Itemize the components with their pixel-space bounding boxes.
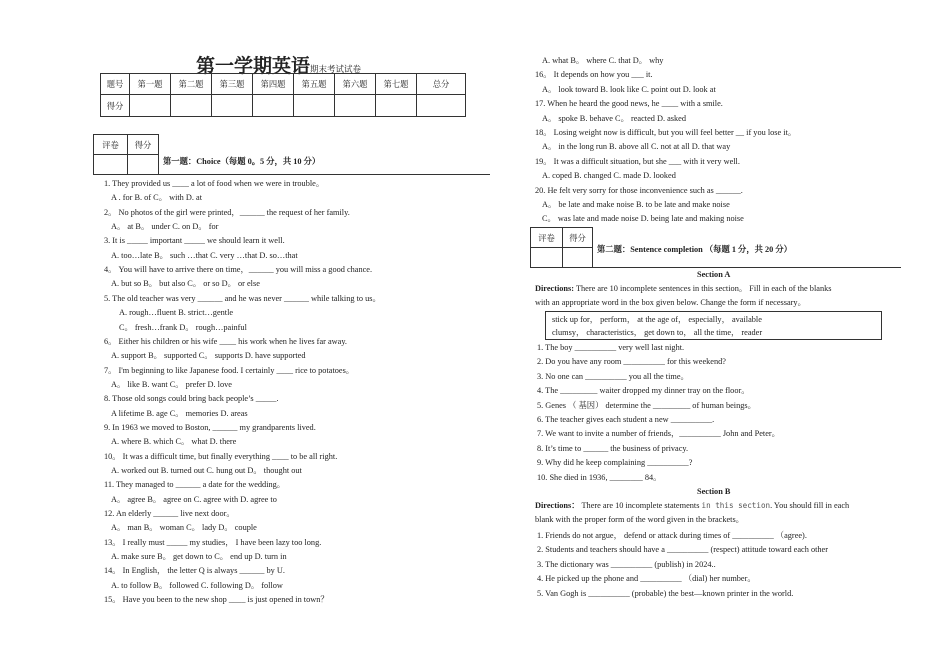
question-line: 18。 Losing weight now is difficult, but you will feel better __ if you lose it。 xyxy=(535,128,797,137)
question-line: 2. Students and teachers should have a __________ (respect) attitude toward each other xyxy=(537,545,828,555)
question-line: A lifetime B. age C。 memories D. areas xyxy=(111,408,248,418)
score-input-cell[interactable] xyxy=(294,95,335,117)
score-input-cell[interactable] xyxy=(253,95,294,117)
score-input-cell[interactable] xyxy=(130,95,171,117)
question-line: 1. They provided us ____ a lot of food when we were in trouble。 xyxy=(104,179,325,188)
question-line: A。 agree B。 agree on C. agree with D. agree to xyxy=(111,494,277,504)
score-input-cell[interactable] xyxy=(417,95,466,117)
score-header-cell: 题号 xyxy=(101,74,130,95)
score-input-cell[interactable] xyxy=(376,95,417,117)
directions-label: Directions： xyxy=(535,501,580,510)
question-line: C。 was late and made noise D. being late and making noise xyxy=(542,214,744,224)
question-line: 8. It’s time to ______ the business of privacy. xyxy=(537,443,689,453)
question-line: A。 man B。 woman C。 lady D。 couple xyxy=(111,523,257,533)
question-line: 4. The _________ waiter dropped my dinner tray on the floor。 xyxy=(537,386,750,396)
score-input-cell[interactable] xyxy=(335,95,376,117)
score-input-cell[interactable] xyxy=(171,95,212,117)
title-main: 第一学期英语 xyxy=(196,56,311,77)
directions-text: There are 10 incomplete statements xyxy=(579,501,702,510)
score-header-cell: 第三题 xyxy=(212,74,253,95)
question-line: 3. No one can __________ you all the time。 xyxy=(537,371,689,381)
question-line: A. make sure B。 get down to C。 end up D. turn in xyxy=(111,552,287,562)
directions-text: There are 10 incomplete sentences in this section。 Fill in each of the blanks xyxy=(574,284,832,293)
question-line: 7. We want to invite a number of friends，__________ John and Peter。 xyxy=(537,429,780,439)
score-input-cell[interactable] xyxy=(212,95,253,117)
grader-box-left xyxy=(93,134,159,175)
word-box-line: stick up for， perform， at the age of， especially， available xyxy=(552,315,762,324)
directions-text: with an appropriate word in the box given below. Change the form if necessary。 xyxy=(535,298,806,307)
score-header-cell: 第五题 xyxy=(294,74,335,95)
question-line: A. support B。 supported C。 supports D. have supported xyxy=(111,351,306,361)
question-line: 9. Why did he keep complaining __________? xyxy=(537,458,693,468)
question-line: 14。 In English， the letter Q is always ______ by U. xyxy=(104,566,285,576)
word-box-line: clumsy， characteristics， get down to， all the time， reader xyxy=(552,328,763,337)
question-line: 2. Do you have any room __________ for this weekend? xyxy=(537,357,726,367)
score-label: 得分 xyxy=(128,135,159,155)
question-line: 12. An elderly ______ live next door。 xyxy=(104,509,235,519)
score-input-cell[interactable] xyxy=(128,155,159,175)
score-header-cell: 总分 xyxy=(417,74,466,95)
score-row-label: 得分 xyxy=(101,95,130,117)
score-input-cell[interactable] xyxy=(563,248,593,268)
question-line: A. to follow B。 followed C. following D。 follow xyxy=(111,580,283,590)
question-line: A。 be late and make noise B. to be late and make noise xyxy=(542,200,730,209)
question-line: 10. She died in 1936, ________ 84。 xyxy=(537,472,662,482)
question-line: 5. The old teacher was very ______ and he was never ______ while talking to us。 xyxy=(104,293,381,303)
divider-line xyxy=(593,267,901,268)
question-line: 9. In 1963 we moved to Boston, ______ my grandparents lived. xyxy=(104,422,316,432)
question-line: 4. He picked up the phone and __________ （dial) her number。 xyxy=(537,574,756,584)
part2-title: 第二题：Sentence completion （每题 1 分，共 20 分） xyxy=(597,245,792,254)
question-line: A. but so B。 but also C。 or so D。 or else xyxy=(111,279,260,289)
question-line: 6。 Either his children or his wife ____ his work when he lives far away. xyxy=(104,336,348,346)
grader-box-right xyxy=(530,227,593,268)
question-line: 2。 No photos of the girl were printed，______ the request of her family. xyxy=(104,207,350,217)
score-header-cell: 第七题 xyxy=(376,74,417,95)
question-line: A。 spoke B. behave C。 reacted D. asked xyxy=(542,113,687,123)
directions-label: Directions: xyxy=(535,284,575,293)
question-line: 10。 It was a difficult time, but finally everything ____ to be all right. xyxy=(104,451,338,461)
directions-text: in this section xyxy=(701,501,771,510)
score-header-cell: 第四题 xyxy=(253,74,294,95)
section-a-title: Section A xyxy=(697,270,731,279)
grader-label: 评卷 xyxy=(94,135,128,155)
question-line: A. what B。 where C. that D。 why xyxy=(542,56,664,65)
score-header-cell: 第一题 xyxy=(130,74,171,95)
score-label: 得分 xyxy=(563,228,593,248)
question-line: C。 fresh…frank D。 rough…painful xyxy=(119,322,247,332)
section-a-directions xyxy=(535,282,900,310)
question-line: A。 in the long run B. above all C. not at all D. that way xyxy=(542,142,731,152)
question-line: A。 look toward B. look like C. point out D. look at xyxy=(542,84,716,94)
question-line: 11. They managed to ______ a date for the wedding。 xyxy=(104,480,286,490)
section-b-directions xyxy=(535,499,900,527)
section-b-title: Section B xyxy=(697,487,731,496)
grader-label: 评卷 xyxy=(531,228,563,248)
score-table xyxy=(100,73,466,117)
grader-input-cell[interactable] xyxy=(94,155,128,175)
title-sub: 期末考试试卷 xyxy=(310,64,362,74)
question-line: 7。 I'm beginning to like Japanese food. I certainly ____ rice to potatoes。 xyxy=(104,365,355,375)
question-line: 17. When he heard the good news, he ____ with a smile. xyxy=(535,99,723,109)
question-line: A. worked out B. turned out C. hung out D。 thought out xyxy=(111,466,302,475)
question-line: 3. It is _____ important _____ we should learn it well. xyxy=(104,236,285,246)
word-box xyxy=(545,311,882,340)
question-line: 16。 It depends on how you ___ it. xyxy=(535,70,653,80)
question-line: 13。 I really must _____ my studies， I have been lazy too long. xyxy=(104,537,322,547)
question-line: 1. The boy __________ very well last night. xyxy=(537,343,685,352)
question-line: A . for B. of C。 with D. at xyxy=(111,193,203,203)
question-line: 19。 It was a difficult situation, but she ___ with it very well. xyxy=(535,156,740,166)
question-line: 8. Those old songs could bring back people’s _____. xyxy=(104,394,279,404)
question-line: 5. Van Gogh is __________ (probable) the best—known printer in the world. xyxy=(537,588,794,598)
question-line: 5. Genes （ 基因） determine the _________ of human beings。 xyxy=(537,400,756,410)
question-line: 15。 Have you been to the new shop ____ is just opened in town？ xyxy=(104,595,329,605)
score-header-cell: 第六题 xyxy=(335,74,376,95)
question-line: 1. Friends do not argue， defend or attack during times of __________ （agree). xyxy=(537,531,807,540)
score-header-cell: 第二题 xyxy=(171,74,212,95)
part1-title: 第一题：Choice（每题 0。5 分，共 10 分） xyxy=(163,157,321,166)
question-line: 20. He felt very sorry for those inconvenience such as ______. xyxy=(535,185,743,195)
question-line: 4。 You will have to arrive there on time，______ you will miss a good chance. xyxy=(104,265,373,275)
directions-text: blank with the proper form of the word given in the brackets。 xyxy=(535,515,744,524)
question-line: A。 like B. want C。 prefer D. love xyxy=(111,379,232,389)
question-line: A. too…late B。 such …that C. very …that D. so…that xyxy=(111,250,298,260)
question-line: A. where B. which C。 what D. there xyxy=(111,437,237,447)
divider-line xyxy=(159,174,490,175)
directions-text: . You should fill in each xyxy=(770,501,850,510)
question-line: 6. The teacher gives each student a new __________. xyxy=(537,415,715,424)
question-line: 3. The dictionary was __________ (publish) in 2024.. xyxy=(537,559,716,569)
question-line: A。 at B。 under C. on D。 for xyxy=(111,222,219,232)
question-line: A. rough…fluent B. strict…gentle xyxy=(119,308,234,318)
grader-input-cell[interactable] xyxy=(531,248,563,268)
question-line: A. coped B. changed C. made D. looked xyxy=(542,171,676,181)
